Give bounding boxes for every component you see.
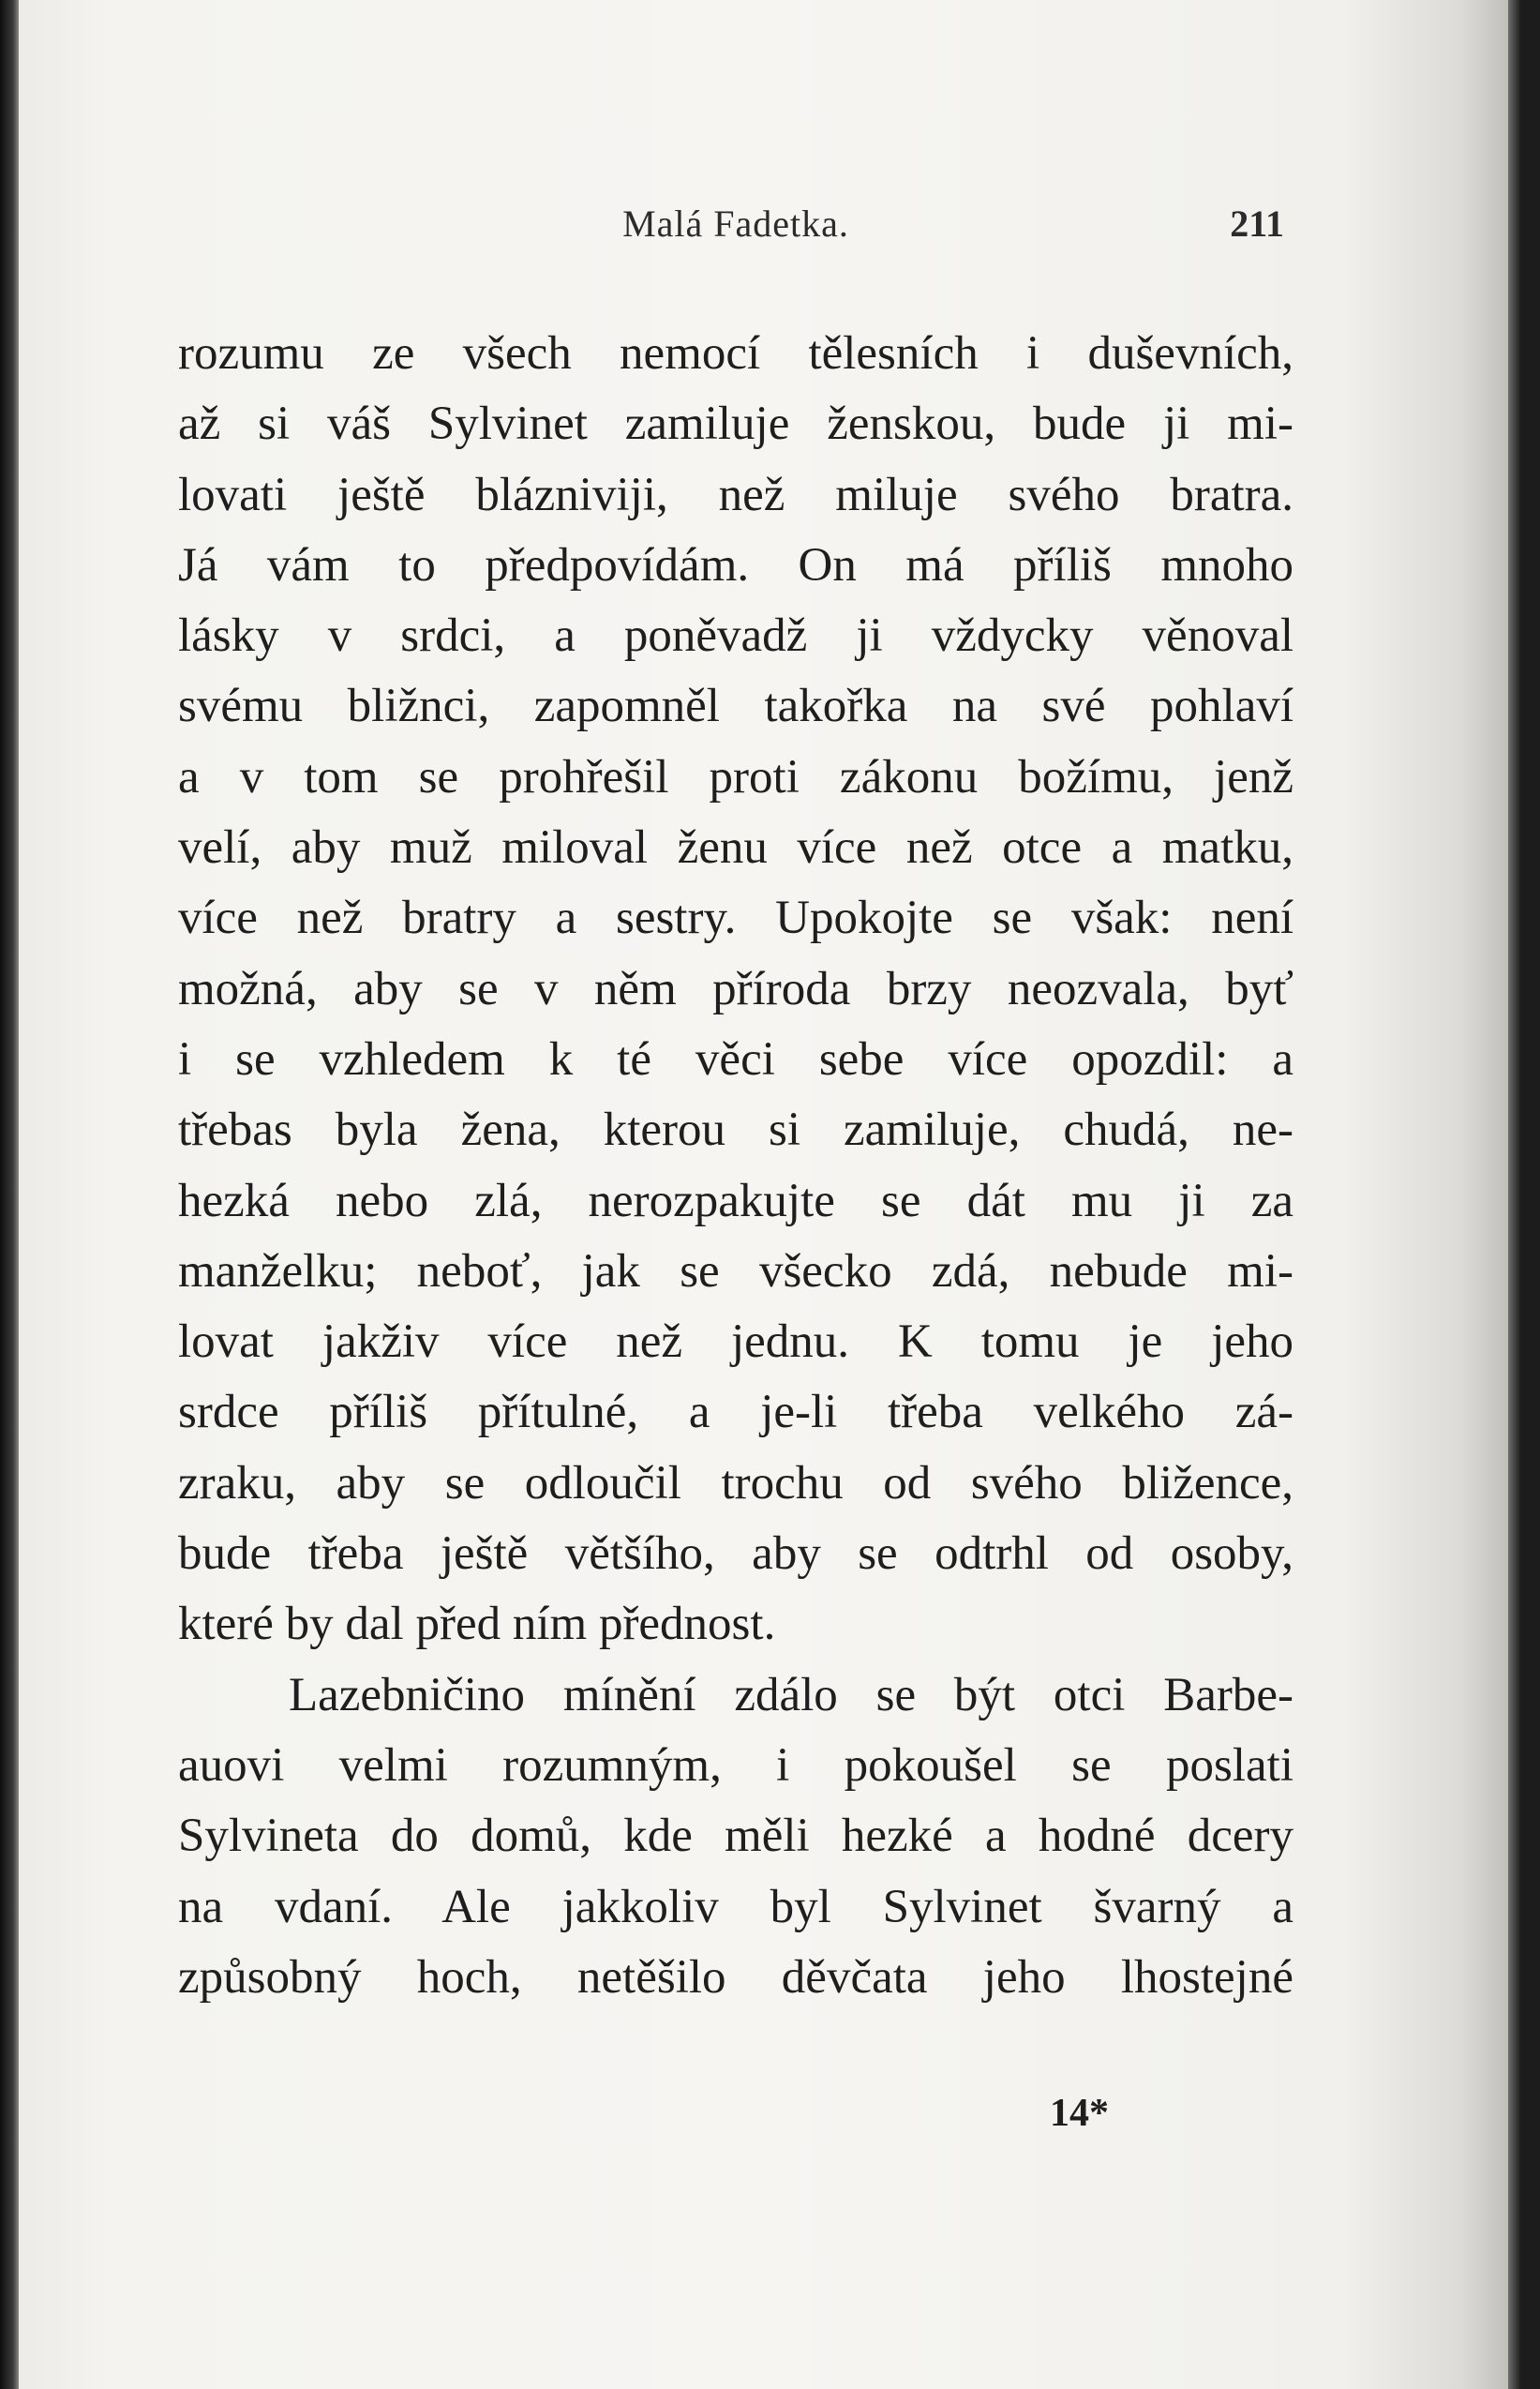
text-line: a v tom se prohřešil proti zákonu božímu, jenž <box>178 750 1293 804</box>
text-line: velí, aby muž miloval ženu více než otce a matku, <box>178 821 1293 875</box>
binding-shadow <box>0 0 19 2389</box>
signature-mark: 14* <box>1050 2092 1109 2135</box>
text-line: až si váš Sylvinet zamiluje ženskou, bude ji mi- <box>178 398 1293 451</box>
text-line: způsobný hoch, netěšilo děvčata jeho lhostejné <box>178 1950 1293 2004</box>
text-line: Já vám to předpovídám. On má příliš mnoho <box>178 538 1293 592</box>
text-line: na vdaní. Ale jakkoliv byl Sylvinet švarný a <box>178 1880 1293 1933</box>
text-line: Lazebničino mínění zdálo se být otci Barbe- <box>289 1668 1293 1721</box>
text-line: lovat jakživ více než jednu. K tomu je jeho <box>178 1315 1293 1369</box>
book-page <box>19 0 1521 2389</box>
text-line: bude třeba ještě většího, aby se odtrhl od osoby, <box>178 1527 1293 1581</box>
text-line: které by dal před ním přednost. <box>178 1598 776 1651</box>
page-header <box>178 202 1293 258</box>
text-line: zraku, aby se odloučil trochu od svého bližence, <box>178 1456 1293 1510</box>
text-line: auovi velmi rozumným, i pokoušel se poslati <box>178 1738 1293 1792</box>
text-line: více než bratry a sestry. Upokojte se však: není <box>178 892 1293 945</box>
paragraph-1 <box>178 319 1293 1660</box>
text-line: hezká nebo zlá, nerozpakujte se dát mu ji za <box>178 1174 1293 1227</box>
text-line: Sylvineta do domů, kde měli hezké a hodné dcery <box>178 1810 1293 1863</box>
text-line: lásky v srdci, a poněvadž ji vždycky věnoval <box>178 609 1293 663</box>
text-line: svému bližnci, zapomněl takořka na své pohlaví <box>178 680 1293 733</box>
text-line: srdce příliš přítulné, a je-li třeba velkého zá- <box>178 1386 1293 1439</box>
text-line: možná, aby se v něm příroda brzy neozvala, byť <box>178 962 1293 1015</box>
running-title: Malá Fadetka. <box>622 203 849 245</box>
page-edge-shadow <box>1508 0 1521 2389</box>
text-line: rozumu ze všech nemocí tělesních i duševních, <box>178 327 1293 380</box>
text-line: třebas byla žena, kterou si zamiluje, chudá, ne- <box>178 1104 1293 1157</box>
text-line: manželku; neboť, jak se všecko zdá, nebude mi- <box>178 1244 1293 1298</box>
page-number: 211 <box>1230 203 1284 245</box>
text-line: lovati ještě blázniviji, než miluje svého bratra. <box>178 468 1293 521</box>
page-body <box>178 319 1293 2013</box>
text-line: i se vzhledem k té věci sebe více opozdil: a <box>178 1032 1293 1086</box>
paragraph-2 <box>178 1660 1293 2013</box>
